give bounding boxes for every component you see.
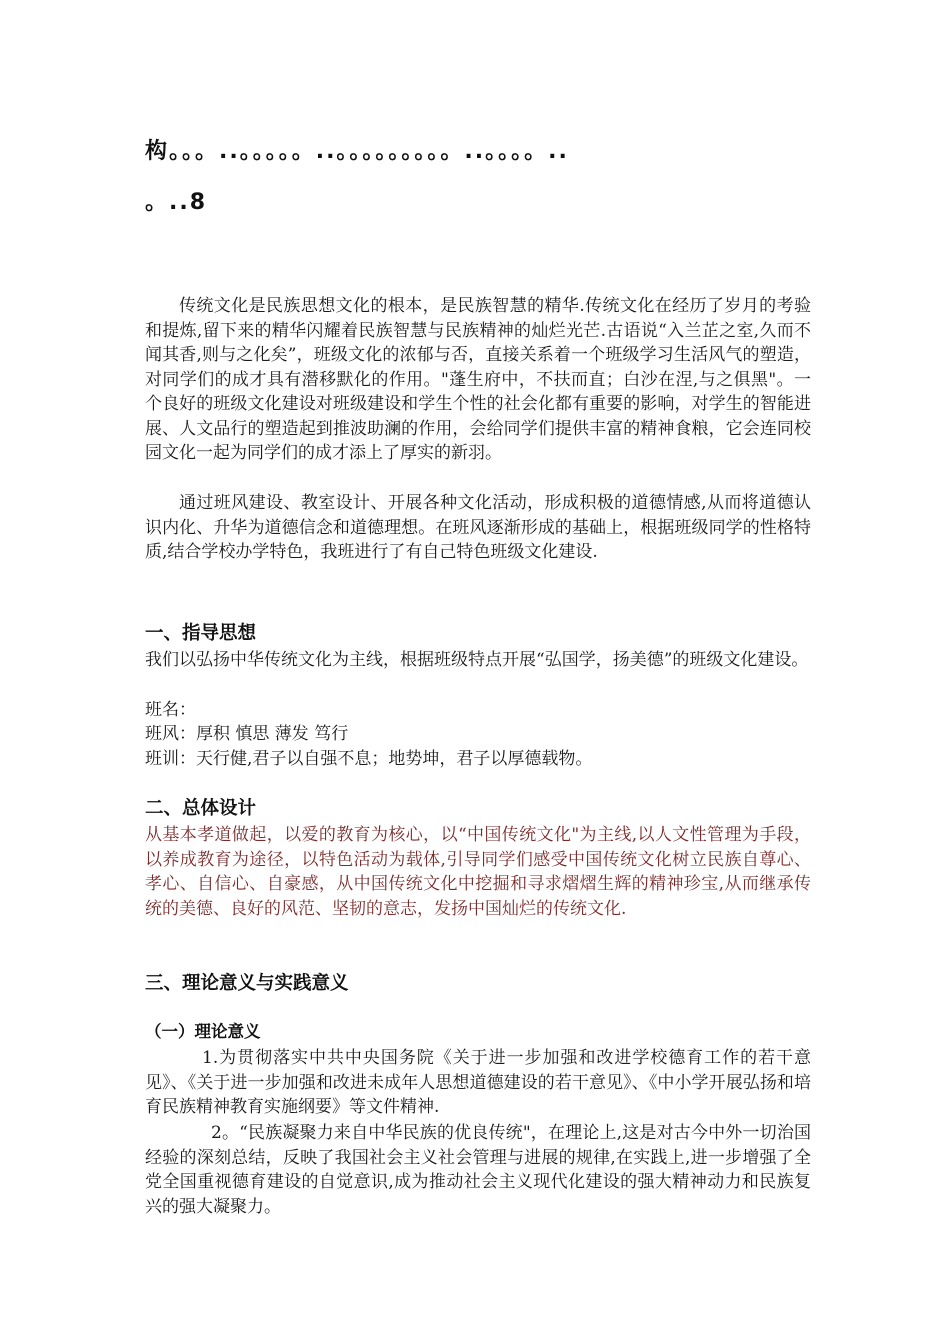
section-heading-overall-design: 二、总体设计 xyxy=(145,798,257,819)
class-motto-line: 班训：天行健,君子以自强不息；地势坤，君子以厚德载物。 xyxy=(145,749,593,769)
section-heading-guiding-thought: 一、指导思想 xyxy=(145,623,257,644)
toc-entry-line: 构。。。..。。。。。..。。。。。。。。。..。。。。.. xyxy=(145,139,569,164)
guiding-thought-body: 我们以弘扬中华传统文化为主线，根据班级特点开展“弘国学，扬美德”的班级文化建设。 xyxy=(145,650,809,670)
toc-entry-page-number: 。..8 xyxy=(145,190,208,215)
class-style-line: 班风：厚积 慎思 薄发 笃行 xyxy=(145,724,349,744)
intro-paragraph-1: 传统文化是民族思想文化的根本，是民族智慧的精华.传统文化在经历了岁月的考验和提炼,留下来的精华闪耀着民族智慧与民族精神的灿烂光芒.古语说“入兰芷之室,久而不闻其香,则与之化矣”，班级文化的浓郁与否，直接关系着一个班级学习生活风气的塑造，对同学们的成才具有潜移默化的作用。"蓬生府中，不扶而直；白沙在涅,与之俱黑"。一个良好的班级文化建设对班级建设和学生个性的社会化都有重要的影响，对学生的智能进展、人文品行的塑造起到推波助澜的作用，会给同学们提供丰富的精神食粮，它会连同校园文化一起为同学们的成才添上了厚实的新羽。 xyxy=(145,296,811,463)
intro-paragraph-2: 通过班风建设、教室设计、开展各种文化活动，形成积极的道德情感,从而将道德认识内化、升华为道德信念和道德理想。在班风逐渐形成的基础上，根据班级同学的性格特质,结合学校办学特色，我班进行了有自己特色班级文化建设. xyxy=(145,493,811,562)
section-heading-significance: 三、理论意义与实践意义 xyxy=(145,973,349,994)
overall-design-body: 从基本孝道做起，以爱的教育为核心，以“中国传统文化"为主线,以人文性管理为手段，以养成教育为途径，以特色活动为载体,引导同学们感受中国传统文化树立民族自尊心、孝心、自信心、自豪感，从中国传统文化中挖掘和寻求熠熠生辉的精神珍宝,从而继承传统的美德、良好的风范、坚韧的意志，发扬中国灿烂的传统文化. xyxy=(145,825,811,919)
subheading-theoretical-significance: （一）理论意义 xyxy=(145,1022,261,1041)
class-name-line: 班名： xyxy=(145,700,196,720)
theory-item-1: 1.为贯彻落实中共中央国务院《关于进一步加强和改进学校德育工作的若干意见》、《关于进一步加强和改进未成年人思想道德建设的若干意见》、《中小学开展弘扬和培育民族精神教育实施纲要》等文件精神. xyxy=(145,1048,811,1117)
theory-item-2: 2。“民族凝聚力来自中华民族的优良传统"，在理论上,这是对古今中外一切治国经验的深刻总结，反映了我国社会主义社会管理与进展的规律,在实践上,进一步增强了全党全国重视德育建设的自觉意识,成为推动社会主义现代化建设的强大精神动力和民族复兴的强大凝聚力。 xyxy=(145,1123,811,1217)
